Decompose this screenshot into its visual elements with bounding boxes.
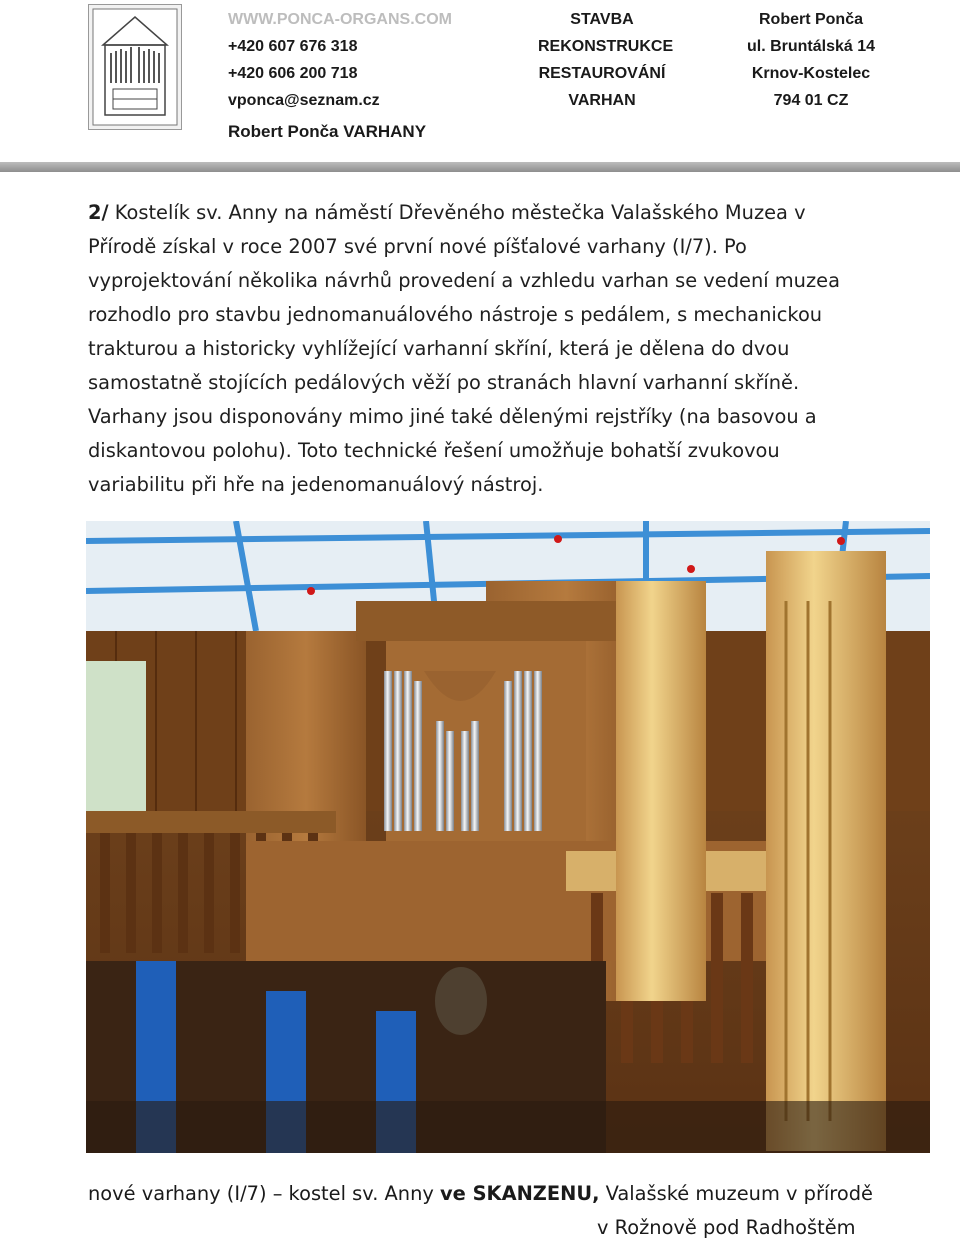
website-link[interactable]: WWW.PONCA-ORGANS.COM — [228, 11, 452, 28]
caption-line-2: v Rožnově pod Radhoštěm — [597, 1216, 856, 1239]
caption-bold: ve SKANZENU, — [440, 1182, 600, 1205]
service-4: VARHAN — [568, 92, 636, 109]
owner-name: Robert Ponča — [758, 11, 863, 28]
letterhead — [0, 0, 960, 170]
caption-text-1: nové varhany (I/7) – kostel sv. Anny — [88, 1182, 441, 1205]
contact-column — [228, 6, 452, 114]
postcode: 794 01 CZ — [773, 92, 849, 109]
address-column — [738, 6, 884, 114]
description-paragraph — [88, 196, 878, 502]
street: ul. Bruntálská 14 — [746, 38, 876, 55]
description-text: Kostelík sv. Anny na náměstí Dřevěného městečka Valašského Muzea v Přírodě získal v roce 2007 své první nové píšťalové varhany (I/7). Po vyprojektování několika návrhů provedení a vzhledu varhan se vedení muzea rozhodlo pro stavbu jednomanuálového nástroje s pedálem, s mechanickou trakturou a historicky vyhlížející varhanní skříní, která je dělena do dvou samostatně stojících pedálových věží po stranách hlavní varhanní skříně. Varhany jsou disponovány mimo jiné také dělenými rejstříky (na basovou a diskantovou polohu). Toto technické řešení umožňuje bohatší zvukovou variabilitu při hře na jedenomanuálový nástroj. — [88, 201, 840, 496]
header-divider — [0, 162, 960, 172]
service-1: STAVBA — [570, 11, 634, 28]
city: Krnov-Kostelec — [751, 65, 871, 82]
phone-2: +420 606 200 718 — [228, 65, 358, 82]
service-2: REKONSTRUKCE — [538, 38, 674, 55]
phone-1: +420 607 676 318 — [228, 38, 358, 55]
organ-logo — [88, 4, 182, 130]
service-3: RESTAUROVÁNÍ — [538, 65, 666, 82]
photo-caption — [88, 1177, 888, 1245]
company-name: Robert Ponča VARHANY — [228, 122, 427, 141]
caption-text-2: Valašské muzeum v přírodě — [599, 1182, 873, 1205]
services-column — [538, 6, 674, 114]
organ-photo — [86, 521, 930, 1153]
section-number: 2/ — [88, 201, 109, 224]
email-link[interactable]: vponca@seznam.cz — [228, 92, 380, 109]
caption-line-1 — [88, 1177, 888, 1211]
